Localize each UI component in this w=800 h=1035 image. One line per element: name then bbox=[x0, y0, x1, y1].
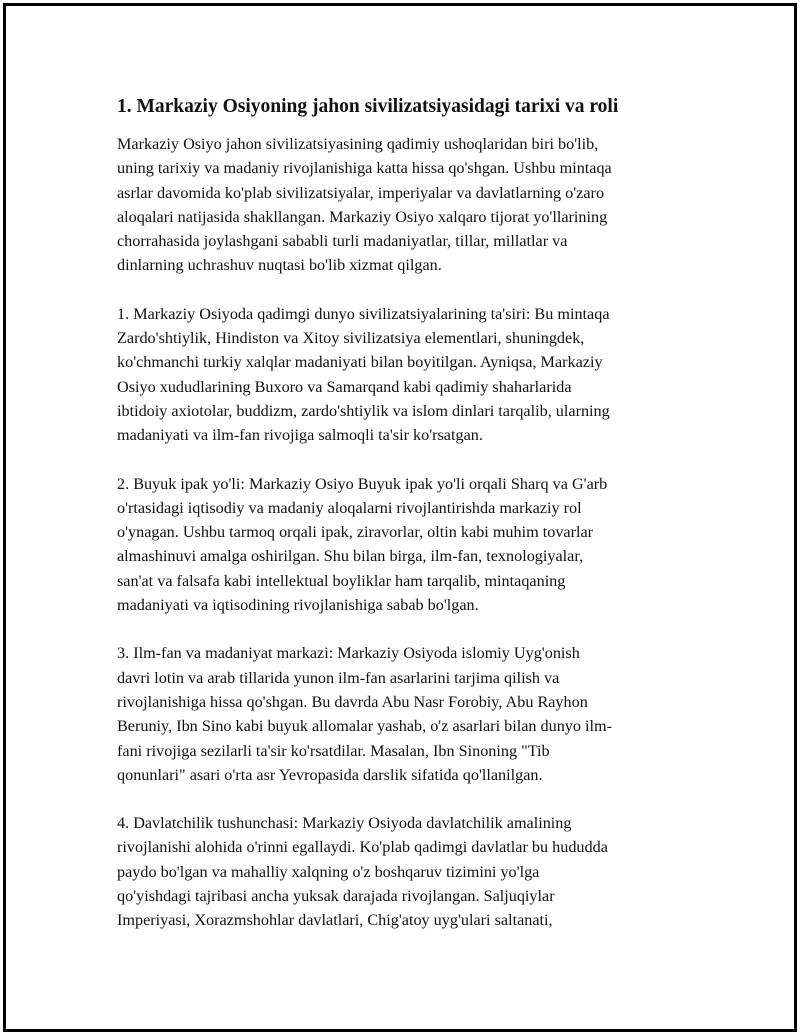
text-line: rivojlanishiga hissa qo'shgan. Bu davrda Abu Nasr Forobiy, Abu Rayhon bbox=[117, 692, 588, 711]
paragraph-intro bbox=[117, 132, 689, 278]
text-line: Zardo'shtiylik, Hindiston va Xitoy sivilizatsiya elementlari, shuningdek, bbox=[117, 329, 585, 348]
text-line: Osiyo xududlarining Buxoro va Samarqand kabi qadimiy shaharlarida bbox=[117, 377, 572, 396]
document-title: 1. Markaziy Osiyoning jahon sivilizatsiyasidagi tarixi va roli bbox=[117, 96, 619, 117]
text-line: madaniyati va iqtisodining rivojlanishiga sabab bo'lgan. bbox=[117, 596, 479, 615]
paragraph-science-culture bbox=[117, 641, 689, 787]
text-line: qonunlari" asari o'rta asr Yevropasida darslik sifatida qo'llanilgan. bbox=[117, 765, 543, 784]
text-line: o'rtasidagi iqtisodiy va madaniy aloqalarni rivojlantirishda markaziy rol bbox=[117, 498, 582, 517]
text-line: uning tarixiy va madaniy rivojlanishiga katta hissa qo'shgan. Ushbu mintaqa bbox=[117, 159, 612, 178]
text-line: fani rivojiga sezilarli ta'sir ko'rsatdilar. Masalan, Ibn Sinoning "Tib bbox=[117, 741, 550, 760]
paragraph-statehood bbox=[117, 811, 689, 932]
text-line: Markaziy Osiyo jahon sivilizatsiyasining qadimiy ushoqlaridan biri bo'lib, bbox=[117, 135, 599, 153]
document-body bbox=[117, 94, 689, 957]
text-line: rivojlanishi alohida o'rinni egallaydi. Ko'plab qadimgi davlatlar bu hududda bbox=[117, 838, 608, 857]
text-line: 2. Buyuk ipak yo'li: Markaziy Osiyo Buyuk ipak yo'li orqali Sharq va G'arb bbox=[117, 474, 608, 493]
text-line: 1. Markaziy Osiyoda qadimgi dunyo sivilizatsiyalarining ta'siri: Bu mintaqa bbox=[117, 304, 610, 323]
text-line: davri lotin va arab tillarida yunon ilm-fan asarlarini tarjima qilish va bbox=[117, 668, 560, 687]
text-line: asrlar davomida ko'plab sivilizatsiyalar, imperiyalar va davlatlarning o'zaro bbox=[117, 183, 605, 202]
text-line: paydo bo'lgan va mahalliy xalqning o'z boshqaruv tizimini yo'lga bbox=[117, 862, 540, 881]
text-line: o'ynagan. Ushbu tarmoq orqali ipak, ziravorlar, oltin kabi muhim tovarlar bbox=[117, 523, 594, 542]
text-line: ibtidoiy axiotolar, buddizm, zardo'shtiylik va islom dinlari tarqalib, ularning bbox=[117, 401, 610, 420]
text-line: chorrahasida joylashgani sababli turli madaniyatlar, tillar, millatlar va bbox=[117, 232, 568, 251]
paragraph-silk-road bbox=[117, 472, 689, 618]
text-line: san'at va falsafa kabi intellektual boyliklar ham tarqalib, mintaqaning bbox=[117, 571, 566, 590]
text-line: aloqalari natijasida shakllangan. Markaziy Osiyo xalqaro tijorat yo'llarining bbox=[117, 207, 608, 226]
text-line: 4. Davlatchilik tushunchasi: Markaziy Osiyoda davlatchilik amalining bbox=[117, 814, 572, 833]
text-line: Imperiyasi, Xorazmshohlar davlatlari, Chig'atoy uyg'ulari saltanati, bbox=[117, 911, 553, 930]
text-line: qo'yishdagi tajribasi ancha yuksak darajada rivojlangan. Saljuqiylar bbox=[117, 887, 555, 906]
paragraph-ancient-civilizations bbox=[117, 302, 689, 448]
text-line: 3. Ilm-fan va madaniyat markazi: Markaziy Osiyoda islomiy Uyg'onish bbox=[117, 644, 580, 663]
text-line: Beruniy, Ibn Sino kabi buyuk allomalar yashab, o'z asarlari bilan dunyo ilm- bbox=[117, 717, 613, 736]
text-line: almashinuvi amalga oshirilgan. Shu bilan birga, ilm-fan, texnologiyalar, bbox=[117, 547, 584, 566]
text-line: dinlarning uchrashuv nuqtasi bo'lib xizmat qilgan. bbox=[117, 256, 442, 275]
text-line: madaniyati va ilm-fan rivojiga salmoqli ta'sir ko'rsatgan. bbox=[117, 426, 483, 445]
text-line: ko'chmanchi turkiy xalqlar madaniyati bilan boyitilgan. Ayniqsa, Markaziy bbox=[117, 353, 603, 372]
